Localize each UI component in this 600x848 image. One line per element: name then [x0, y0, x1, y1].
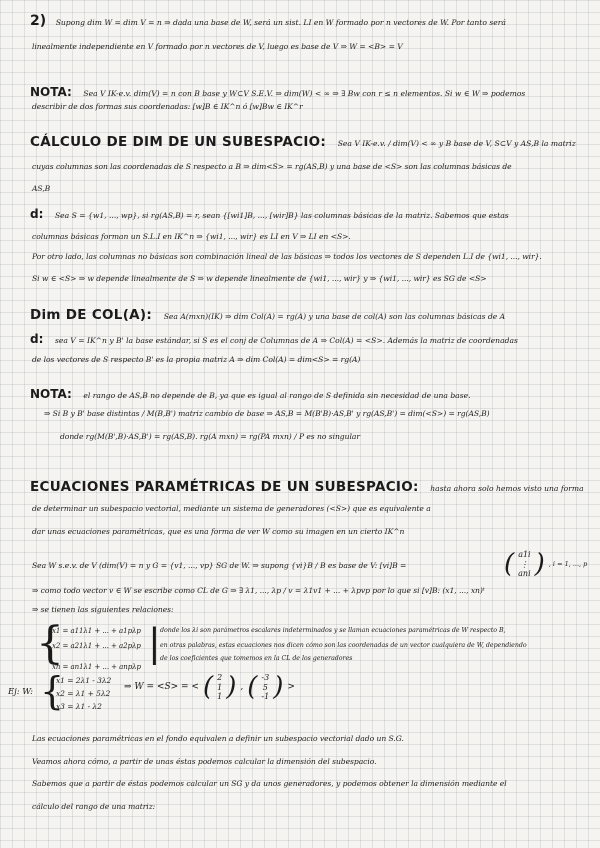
system-note-3: de los coeficientes que tomemos en la CL de los generadores — [160, 655, 353, 662]
span-close: > — [287, 682, 295, 693]
vector-1-entry-2: 1 — [217, 682, 223, 692]
nota-2-line-1: el rango de AS,B no depende de B, ya que es igual al rango de S definida sin necesidad de una base. — [83, 391, 471, 400]
closing-line-3: Sabemos que a partir de éstas podemos calcular un SG y da unos generadores, y podemos obtener la dimensión mediante el — [32, 779, 507, 788]
sea-line-3: ⇒ se tienen las siguientes relaciones: — [32, 605, 174, 614]
vector-2-entry-2: 5 — [262, 682, 268, 692]
demo-1-line-2: columnas básicas forman un S.L.I en IK^n ⇒ {wi1, ..., wir} es LI en V ⇒ LI en <S>. — [32, 232, 351, 241]
vector-1-entry-3: 1 — [217, 692, 223, 702]
dimcol-line-2: sea V = IK^n y B' la base estándar, si S es el conj de Columnas de A ⇒ Col(A) = <S>. Además la matriz de coordenadas — [54, 336, 518, 345]
demo-1-line-4: Si w ∈ <S> ⇒ w depende linealmente de S ⇒ w depende linealmente de {wi1, ..., wir} y ⇒ {wi1, ..., wir} es SG de <S> — [32, 274, 487, 283]
ecuaciones-line-1: hasta ahora solo hemos visto una forma — [430, 484, 584, 493]
nota-label: NOTA: — [30, 387, 72, 401]
dimcol-demo — [30, 330, 518, 346]
example-span — [124, 673, 295, 702]
calculo-line-3: AS,B — [32, 184, 51, 193]
system-eq-2: x2 = a21λ1 + ... + a2pλp — [52, 642, 141, 650]
vector-1-entry-1: 2 — [217, 673, 223, 682]
ecuaciones-line-2: de determinar un subespacio vectorial, mediante un sistema de generadores (<S>) que es equivalente a — [32, 504, 431, 513]
example-eq-2: x2 = λ1 + 5λ2 — [56, 689, 111, 698]
closing-line-2: Veamos ahora cómo, a partir de unas éstas podemos calcular la dimensión del subespacio. — [32, 757, 377, 766]
sea-line-1: Sea W s.e.v. de V (dim(V) = n y G = {v1, ..., vp} SG de W. ⇒ supong {vi}B / B es base de V: [vi]B = — [32, 561, 407, 570]
ecuaciones-header — [30, 478, 584, 495]
left-paren: ( — [202, 672, 214, 703]
vector-2-entry-3: -1 — [261, 692, 270, 702]
section-2-line-2: linealmente independiente en V formado por n vectores de V, luego es base de V ⇒ W = <B> = V — [32, 42, 403, 51]
section-number: 2) — [30, 13, 47, 29]
system-separator: | — [148, 621, 161, 665]
sea-line-2: ⇒ como todo vector v ∈ W se escribe como CL de G ⇒ ∃ λ1, ..., λp / v = λ1v1 + ... + λpvp por lo que si [v]B: (x1, ..., xn)ᵗ — [32, 586, 485, 595]
system-note-2: en otras palabras, estas ecuaciones nos dicen cómo son las coordenadas de un vector cualquiera de W, dependiendo — [160, 642, 527, 649]
example-label: Ej: W: — [8, 687, 33, 697]
column-entry-top: a1i — [518, 550, 531, 559]
calculo-line-1: Sea V IK-e.v. / dim(V) < ∞ y B base de V, S⊂V y AS,B la matriz — [337, 139, 576, 148]
calculo-line-2: cuyas columnas son las coordenadas de S respecto a B ⇒ dim<S> = rg(AS,B) y una base de <S> son las columnas básicas de — [32, 162, 512, 171]
right-paren: ) — [534, 549, 545, 580]
dimcol-line-3: de los vectores de S respecto B' es la propia matriz A ⇒ dim Col(A) = dim<S> = rg(A) — [32, 355, 361, 364]
column-entry-bottom: ani — [518, 569, 531, 579]
example-brace: { — [40, 669, 65, 713]
ecuaciones-line-3: dar unas ecuaciones paramétricas, que es una forma de ver W como su imagen en un cierto IK^n — [32, 527, 405, 536]
nota-1-line-1: Sea V IK-e.v. dim(V) = n con B base y W⊂V S.E.V. ⇒ dim(W) < ∞ ⇒ ∃ Bw con r ≤ n elementos. Si w ∈ W ⇒ podemos — [83, 89, 526, 98]
system-brace: { — [36, 618, 64, 669]
section-2-header — [30, 12, 506, 28]
system-eq-3: xn = an1λ1 + ... + anpλp — [52, 663, 141, 671]
system-note-1: donde los λi son parámetros escalares indeterminados y se llaman ecuaciones paramétricas de W respecto B, — [160, 627, 506, 634]
vector-2-entry-1: -3 — [261, 673, 270, 682]
demo-1-line-3: Por otro lado, las columnas no básicas son combinación lineal de las básicas ⇒ todos los vectores de S dependen L.I de {wi1, ..., wir}. — [32, 252, 542, 261]
nota-label: NOTA: — [30, 85, 72, 99]
nota-2-line-2: ⇒ Si B y B' base distintas / M(B,B') matriz cambio de base ⇒ AS,B = M(B'B)·AS,B' y rg(AS,B') = dim(<S>) = rg(AS,B) — [44, 409, 490, 418]
example-arrow: ⇒ W = <S> = < — [124, 682, 199, 693]
calculo-title: CÁLCULO DE DIM DE UN SUBESPACIO: — [30, 134, 327, 150]
nota-1-line-2: describir de dos formas sus coordenadas: [w]B ∈ IK^n ó [w]Bw ∈ IK^r — [32, 102, 303, 111]
dimcol-title: Dim DE COL(A): — [30, 307, 153, 323]
column-entries — [518, 550, 530, 579]
closing-line-4: cálculo del rango de una matriz: — [32, 802, 156, 811]
demo-label: d: — [30, 332, 44, 346]
dimcol-line-1: Sea A(mxn)(IK) ⇒ dim Col(A) = rg(A) y una base de col(A) son las columnas básicas de A — [163, 312, 506, 321]
column-entry-mid: ⋮ — [520, 559, 529, 569]
example-eq-1: x1 = 2λ1 - 3λ2 — [56, 676, 112, 685]
ecuaciones-title: ECUACIONES PARAMÉTRICAS DE UN SUBESPACIO: — [30, 479, 419, 495]
example-eq-3: x3 = λ1 - λ2 — [56, 702, 102, 711]
closing-line-1: Las ecuaciones paramétricas en el fondo equivalen a definir un subespacio vectorial dado un S.G. — [32, 734, 404, 743]
coordinate-column — [504, 550, 587, 579]
system-eq-1: x1 = a11λ1 + ... + a1pλp — [52, 627, 141, 635]
section-2-line-1: Supong dim W = dim V = n ⇒ dada una base de W, será un sist. LI en W formado por n vectores de W. Por tanto será — [55, 18, 506, 27]
calculo-header — [30, 133, 576, 150]
demo-1 — [30, 205, 509, 221]
left-paren: ( — [247, 672, 258, 703]
generator-vector-2 — [261, 673, 269, 702]
nota-2 — [30, 385, 471, 401]
vector-separator: , — [240, 682, 244, 693]
left-paren: ( — [504, 549, 515, 580]
right-paren: ) — [226, 672, 237, 703]
demo-1-line-1: Sea S = {w1, ..., wp}, si rg(AS,B) = r, sean {[wi1]B, ..., [wir]B} las columnas básicas de la matriz. Sabemos que estas — [54, 211, 509, 220]
demo-label: d: — [30, 207, 44, 221]
index-range: , i = 1, ..., p — [548, 560, 588, 569]
nota-1 — [30, 83, 525, 99]
dimcol-header — [30, 306, 505, 323]
right-paren: ) — [273, 672, 284, 703]
generator-vector-1 — [217, 673, 222, 702]
nota-2-line-3: donde rg(M(B',B)·AS,B') = rg(AS,B). rg(A mxn) = rg(PA mxn) / P es no singular — [60, 432, 360, 441]
